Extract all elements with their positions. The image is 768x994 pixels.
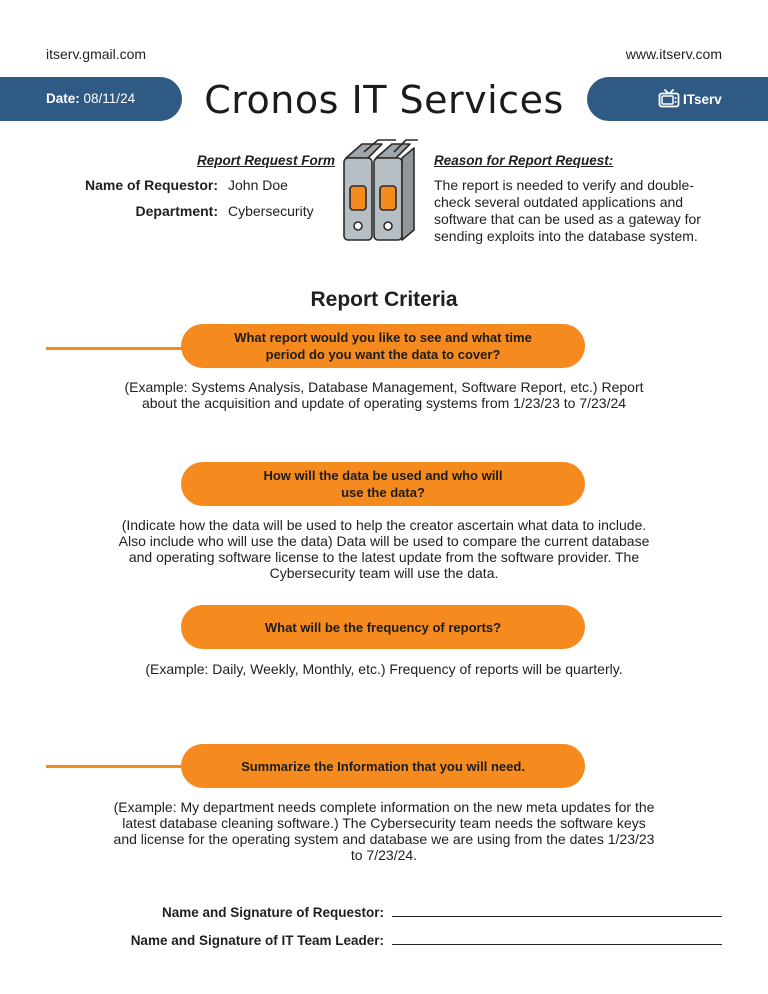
accent-line (46, 347, 186, 350)
department-label: Department: (135, 203, 218, 219)
tv-icon (658, 89, 680, 109)
brand-name: ITserv (683, 91, 722, 107)
page-title: Cronos IT Services (204, 78, 564, 122)
binders-icon (338, 138, 422, 244)
leader-signature-label: Name and Signature of IT Team Leader: (130, 933, 384, 948)
reason-heading: Reason for Report Request: (434, 153, 614, 168)
question-3-pill (181, 605, 585, 649)
requestor-value: John Doe (228, 177, 288, 193)
requestor-signature-line[interactable] (392, 916, 722, 917)
header-website: www.itserv.com (625, 46, 722, 62)
question-1: What report would you like to see and what time period do you want the data to cover? (234, 330, 532, 362)
question-2: How will the data be used and who will use the data? (263, 468, 503, 500)
answer-3: (Example: Daily, Weekly, Monthly, etc.) Frequency of reports will be quarterly. (145, 661, 623, 677)
question-2-pill (181, 462, 585, 506)
date-label: Date: (46, 91, 80, 106)
answer-2: (Indicate how the data will be used to help the creator ascertain what data to include. Also include who will use the data) Data will be used to compare the current database and operating software license to the latest update from the software provider. The Cybersecurity team will use the data. (118, 517, 650, 581)
reason-text: The report is needed to verify and double-check several outdated applications and software that can be used as a gateway for sending exploits into the database system. (434, 177, 701, 244)
brand-badge (587, 77, 768, 121)
requestor-signature-label: Name and Signature of Requestor: (161, 905, 384, 920)
leader-signature-line[interactable] (392, 944, 722, 945)
question-3: What will be the frequency of reports? (264, 619, 502, 635)
question-1-pill (181, 324, 585, 368)
date-value: 08/11/24 (83, 91, 136, 106)
answer-4: (Example: My department needs complete information on the new meta updates for the latest database cleaning software.) The Cybersecurity team needs the software keys and license for the operating system and database we are using from the dates 1/23/23 to 7/23/24. (113, 799, 655, 863)
question-4-pill (181, 744, 585, 788)
answer-1: (Example: Systems Analysis, Database Management, Software Report, etc.) Report about the acquisition and update of operating systems from 1/23/23 to 7/23/24 (124, 379, 644, 411)
department-value: Cybersecurity (228, 203, 314, 219)
question-4: Summarize the Information that you will need. (241, 758, 525, 774)
requestor-label: Name of Requestor: (84, 177, 218, 193)
header-email: itserv.gmail.com (46, 46, 147, 62)
form-heading: Report Request Form (197, 153, 336, 168)
criteria-title: Report Criteria (310, 288, 458, 311)
accent-line (46, 765, 186, 768)
